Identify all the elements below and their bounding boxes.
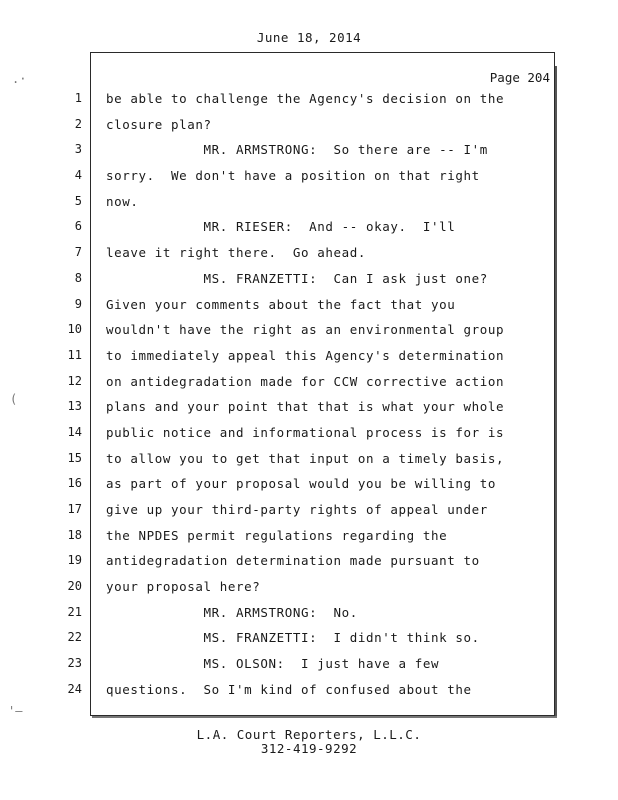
- transcript-line: [0, 548, 618, 574]
- line-number: 21: [67, 604, 82, 619]
- line-text: give up your third-party rights of appeal under: [106, 502, 488, 517]
- line-text: MS. FRANZETTI: Can I ask just one?: [106, 270, 488, 286]
- line-text: now.: [106, 193, 139, 209]
- line-number: 11: [67, 347, 82, 362]
- line-number: 19: [67, 553, 82, 568]
- line-number: 8: [74, 270, 82, 285]
- line-text: your proposal here?: [106, 579, 261, 595]
- line-text: MS. OLSON: I just have a few: [106, 656, 440, 672]
- line-text: wouldn't have the right as an environmental group: [106, 322, 505, 338]
- page-number-label: Page 204: [489, 70, 550, 85]
- line-number: 17: [67, 502, 82, 516]
- line-number: 16: [67, 476, 82, 491]
- line-number: 9: [74, 296, 82, 311]
- line-text: Given your comments about the fact that you: [106, 296, 456, 312]
- transcript-line: [0, 240, 618, 266]
- line-text: to immediately appeal this Agency's determination: [106, 347, 505, 363]
- line-number: 18: [67, 527, 82, 542]
- transcript-line: [0, 163, 618, 189]
- line-number: 15: [67, 450, 82, 465]
- transcript-line: [0, 625, 618, 651]
- transcript-line: [0, 420, 618, 446]
- line-number: 2: [74, 116, 82, 131]
- line-number: 24: [67, 681, 82, 696]
- line-text: sorry. We don't have a position on that right: [106, 168, 480, 184]
- line-number: 3: [74, 142, 82, 157]
- line-number: 6: [74, 219, 82, 234]
- transcript-line: [0, 497, 618, 523]
- line-number: 23: [67, 656, 82, 671]
- transcript-line: [0, 394, 618, 420]
- page-frame-shadow-bottom: [92, 716, 557, 718]
- transcript-line: [0, 600, 618, 626]
- line-number: 10: [67, 322, 82, 337]
- transcript-line: [0, 651, 618, 677]
- transcript-line: [0, 137, 618, 163]
- scan-margin-mark: .·: [12, 72, 27, 86]
- transcript-lines: [0, 86, 618, 703]
- transcript-line: [0, 574, 618, 600]
- transcript-line: [0, 523, 618, 549]
- scan-margin-mark: (: [10, 392, 18, 406]
- transcript-line: [0, 446, 618, 472]
- line-text: MR. ARMSTRONG: No.: [106, 604, 358, 620]
- line-text: MR. RIESER: And -- okay. I'll: [106, 219, 456, 235]
- transcript-line: [0, 317, 618, 343]
- line-text: on antidegradation made for CCW corrective action: [106, 373, 505, 389]
- footer-phone-number: 312-419-9292: [260, 741, 358, 756]
- transcript-line: [0, 86, 618, 112]
- line-text: public notice and informational process is for is: [106, 424, 505, 440]
- line-number: 22: [67, 630, 82, 645]
- line-text: MS. FRANZETTI: I didn't think so.: [106, 630, 480, 646]
- line-text: plans and your point that that is what your whole: [106, 399, 505, 415]
- line-text: closure plan?: [106, 116, 212, 132]
- line-number: 5: [74, 193, 82, 208]
- line-text: be able to challenge the Agency's decision on the: [106, 91, 505, 106]
- transcript-line: [0, 677, 618, 703]
- line-text: antidegradation determination made pursuant to: [106, 553, 480, 569]
- line-number: 1: [74, 91, 82, 105]
- line-number: 12: [67, 373, 82, 388]
- transcript-line: [0, 112, 618, 138]
- line-number: 7: [74, 245, 82, 260]
- line-text: the NPDES permit regulations regarding the: [106, 527, 448, 543]
- transcript-line: [0, 369, 618, 395]
- line-number: 4: [74, 168, 82, 183]
- transcript-line: [0, 266, 618, 292]
- header-date: June 18, 2014: [256, 30, 362, 45]
- transcript-line: [0, 292, 618, 318]
- transcript-line: [0, 343, 618, 369]
- line-text: leave it right there. Go ahead.: [106, 245, 367, 261]
- line-number: 14: [67, 424, 82, 439]
- scan-margin-mark: '—: [8, 704, 23, 718]
- footer-firm-name: L.A. Court Reporters, L.L.C.: [196, 727, 422, 742]
- transcript-line: [0, 471, 618, 497]
- line-text: MR. ARMSTRONG: So there are -- I'm: [106, 142, 488, 158]
- transcript-line: [0, 214, 618, 240]
- transcript-line: [0, 189, 618, 215]
- line-text: questions. So I'm kind of confused about the: [106, 681, 472, 697]
- line-number: 13: [67, 399, 82, 414]
- line-text: as part of your proposal would you be willing to: [106, 476, 497, 492]
- line-text: to allow you to get that input on a timely basis,: [106, 450, 505, 466]
- line-number: 20: [67, 579, 82, 594]
